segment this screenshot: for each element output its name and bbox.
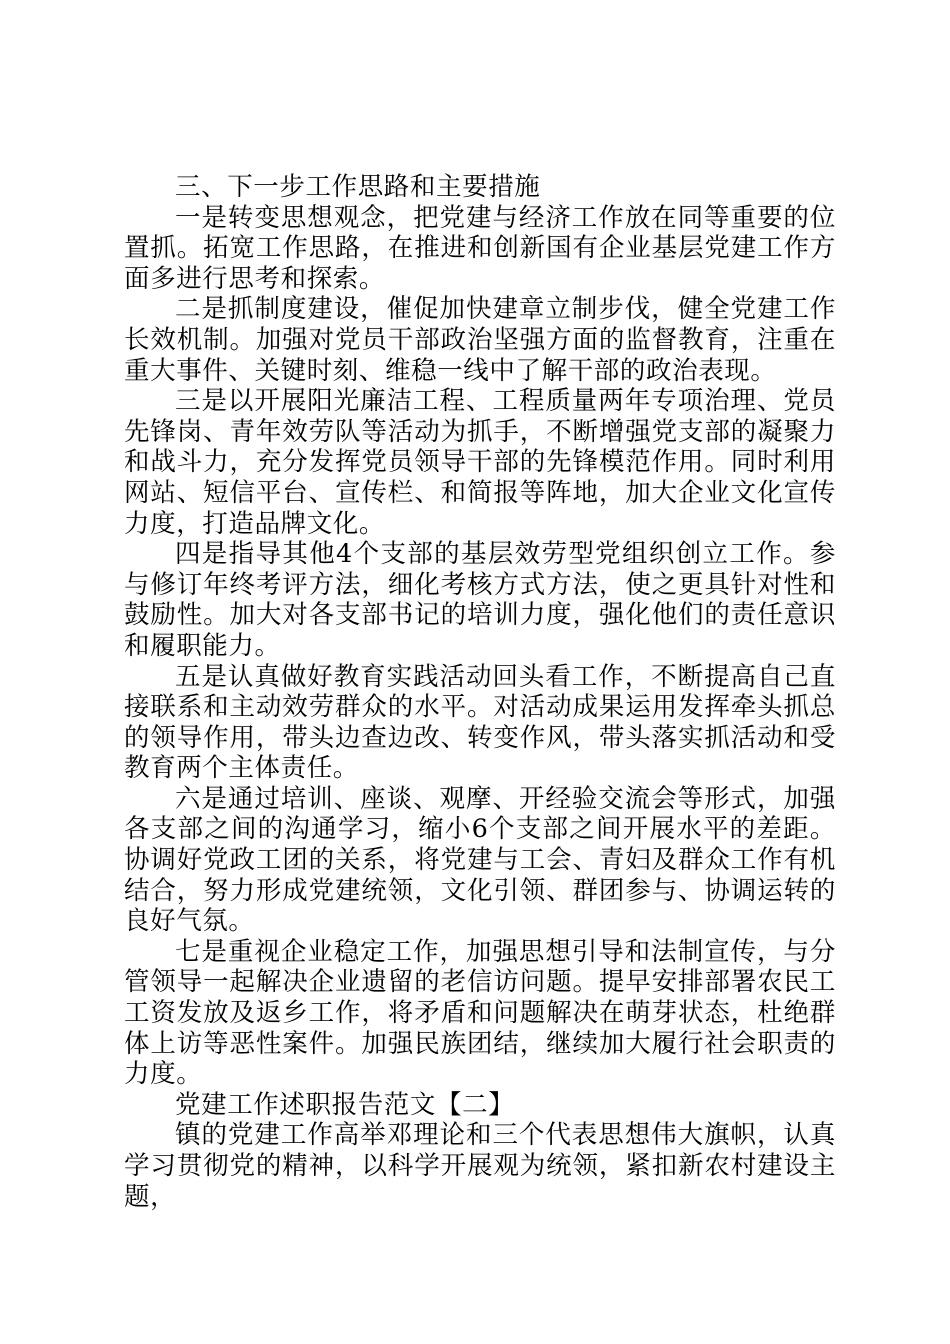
document-body xyxy=(124,172,836,1212)
paragraph-4: 四是指导其他4个支部的基层效劳型党组织创立工作。参与修订年终考评方法，细化考核方式方法，使之更具针对性和鼓励性。加大对各支部书记的培训力度，强化他们的责任意识和履职能力。 xyxy=(124,539,836,661)
second-heading: 党建工作述职报告范文【二】 xyxy=(175,1089,515,1120)
paragraph-6: 六是通过培训、座谈、观摩、开经验交流会等形式，加强各支部之间的沟通学习，缩小6个支部之间开展水平的差距。协调好党政工团的关系，将党建与工会、青妇及群众工作有机结合，努力形成党建统领，文化引领、群团参与、协调运转的良好气氛。 xyxy=(124,783,836,937)
paragraph-2: 二是抓制度建设，催促加快建章立制步伐，健全党建工作长效机制。加强对党员干部政治坚强方面的监督教育，注重在重大事件、关键时刻、维稳一线中了解干部的政治表现。 xyxy=(124,294,836,386)
paragraph-5: 五是认真做好教育实践活动回头看工作，不断提高自己直接联系和主动效劳群众的水平。对活动成果运用发挥牵头抓总的领导作用，带头边查边改、转变作风，带头落实抓活动和受教育两个主体责任。 xyxy=(124,661,836,784)
paragraph-3: 三是以开展阳光廉洁工程、工程质量两年专项治理、党员先锋岗、青年效劳队等活动为抓手，不断增强党支部的凝聚力和战斗力，充分发挥党员领导干部的先锋模范作用。同时利用网站、短信平台、宣传栏、和简报等阵地，加大企业文化宣传力度，打造品牌文化。 xyxy=(124,386,836,539)
paragraph-1: 一是转变思想观念，把党建与经济工作放在同等重要的位置抓。拓宽工作思路，在推进和创新国有企业基层党建工作方面多进行思考和探索。 xyxy=(124,202,836,294)
section-heading: 三、下一步工作思路和主要措施 xyxy=(175,172,541,202)
closing-paragraph: 镇的党建工作高举邓理论和三个代表思想伟大旗帜，认真学习贯彻党的精神，以科学开展观为统领，紧扣新农村建设主题， xyxy=(124,1120,836,1212)
paragraph-7: 七是重视企业稳定工作，加强思想引导和法制宣传，与分管领导一起解决企业遗留的老信访问题。提早安排部署农民工工资发放及返乡工作，将矛盾和问题解决在萌芽状态，杜绝群体上访等恶性案件。加强民族团结，继续加大履行社会职责的力度。 xyxy=(124,936,836,1090)
